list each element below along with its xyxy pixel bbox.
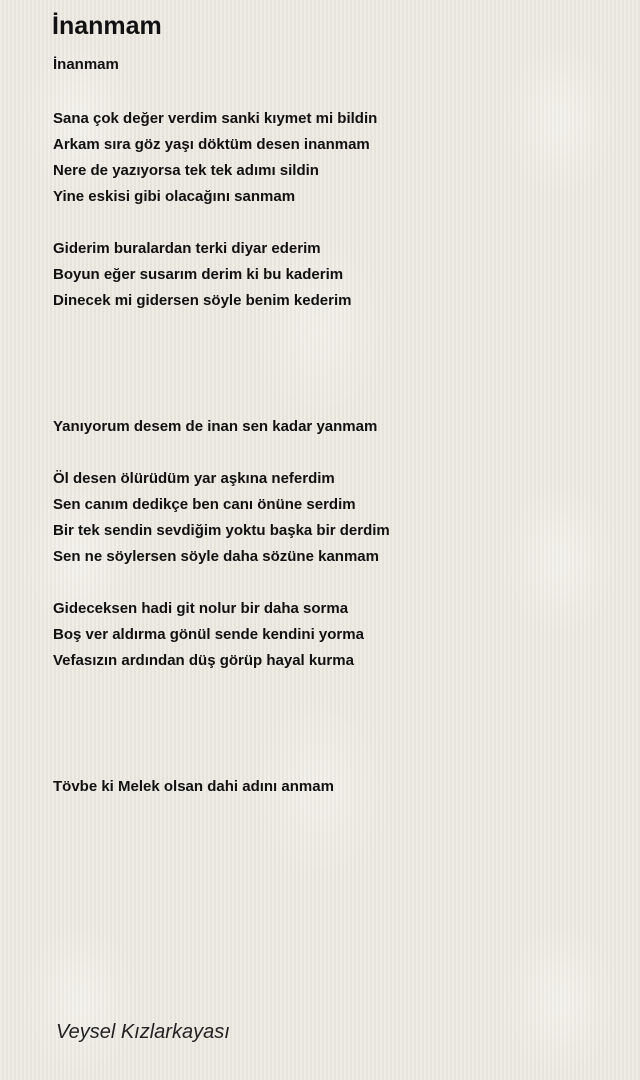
stanza-6 (53, 774, 613, 800)
poem-line: Sen ne söylersen söyle daha sözüne kanmam (53, 548, 379, 565)
poem-line: Dinecek mi gidersen söyle benim kederim (53, 292, 352, 309)
stanza-5 (53, 596, 613, 674)
poem-line: Öl desen ölürüdüm yar aşkına neferdim (53, 470, 335, 487)
poem-line: Bir tek sendin sevdiğim yoktu başka bir derdim (53, 522, 390, 539)
poem-line: Giderim buralardan terki diyar ederim (53, 240, 321, 257)
poem-line: Yanıyorum desem de inan sen kadar yanmam (53, 418, 378, 435)
stanza-3 (53, 414, 613, 440)
poem-line: Boş ver aldırma gönül sende kendini yorma (53, 626, 364, 643)
stanza-gap (53, 570, 613, 596)
stanza-2 (53, 236, 613, 314)
poem-author: Veysel Kızlarkayası (56, 1021, 230, 1043)
poem-subtitle: İnanmam (53, 56, 119, 73)
poem-line: Gideceksen hadi git nolur bir daha sorma (53, 600, 349, 617)
stanza-1 (53, 106, 613, 210)
poem-line: Arkam sıra göz yaşı döktüm desen inanmam (53, 136, 370, 153)
stanza-4 (53, 466, 613, 570)
poem-line: Sen canım dedikçe ben canı önüne serdim (53, 496, 356, 513)
poem-line: Tövbe ki Melek olsan dahi adını anmam (53, 778, 334, 795)
poem-line: Yine eskisi gibi olacağını sanmam (53, 188, 296, 205)
poem-line: Sana çok değer verdim sanki kıymet mi bildin (53, 110, 378, 127)
stanza-gap (53, 210, 613, 236)
stanza-gap (53, 674, 613, 774)
poem-body (53, 106, 613, 800)
poem-line: Nere de yazıyorsa tek tek adımı sildin (53, 162, 319, 179)
stanza-gap (53, 440, 613, 466)
poem-line: Vefasızın ardından düş görüp hayal kurma (53, 652, 354, 669)
stanza-gap (53, 314, 613, 414)
poem-title: İnanmam (52, 12, 162, 40)
poem-line: Boyun eğer susarım derim ki bu kaderim (53, 266, 344, 283)
